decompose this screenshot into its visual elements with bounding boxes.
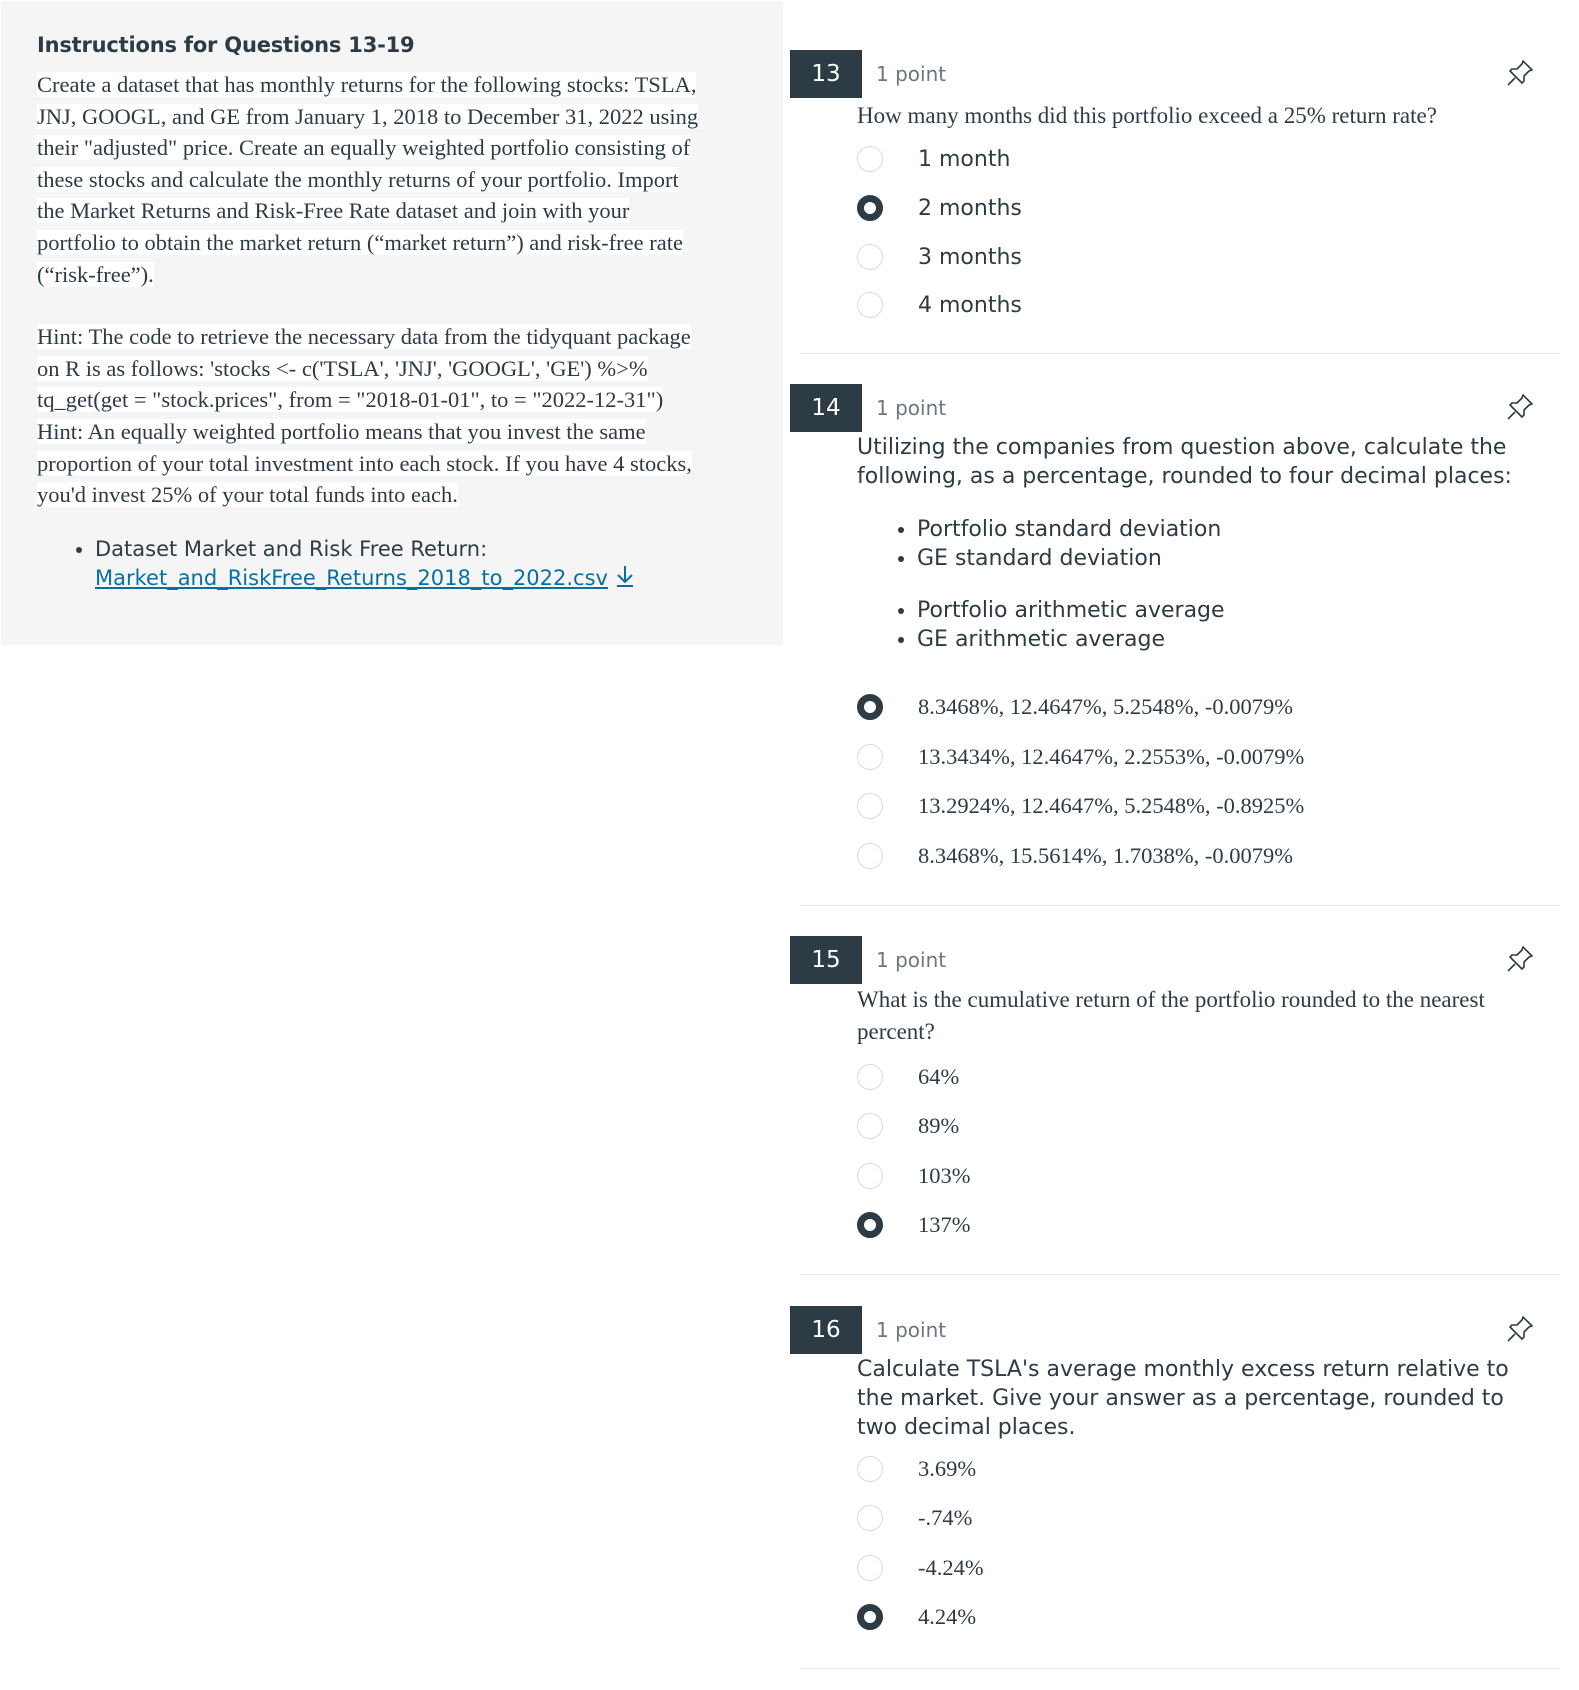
- instructions-line: (“risk-free”).: [37, 261, 154, 287]
- question-text: Calculate TSLA's average monthly excess return relative to the market. Give your answer as a percentage, rounded to two decimal places.: [857, 1357, 1509, 1440]
- hint-line: you'd invest 25% of your total funds into each.: [37, 482, 458, 508]
- radio-button-selected[interactable]: [857, 1604, 883, 1630]
- question-divider: [800, 1274, 1560, 1275]
- bullet-list: [857, 596, 1537, 654]
- question-15: [790, 936, 1560, 1236]
- radio-button-selected[interactable]: [857, 195, 883, 221]
- answer-label: 3 months: [918, 244, 1022, 270]
- pin-icon[interactable]: [1505, 58, 1535, 93]
- answer-option[interactable]: [857, 839, 1293, 873]
- answer-label: 1 month: [918, 146, 1011, 172]
- radio-button[interactable]: [857, 1505, 883, 1531]
- instructions-line: portfolio to obtain the market return (“market return”) and risk-free rate: [37, 229, 683, 255]
- answer-option[interactable]: [857, 240, 1022, 274]
- answer-label: 8.3468%, 15.5614%, 1.7038%, -0.0079%: [918, 843, 1293, 868]
- bullet-item: • Portfolio standard deviation: [917, 515, 1537, 544]
- question-text: How many months did this portfolio exceed a 25% return rate?: [857, 103, 1437, 128]
- question-points: 1 point: [876, 948, 947, 972]
- hint-paragraph: [37, 321, 747, 511]
- answer-label: 103%: [918, 1163, 971, 1188]
- dataset-download-link[interactable]: Market_and_RiskFree_Returns_2018_to_2022.csv: [95, 565, 608, 590]
- answer-option[interactable]: [857, 1208, 971, 1242]
- question-points: 1 point: [876, 1318, 947, 1342]
- question-text: [857, 433, 1537, 654]
- hint-line: proportion of your total investment into each stock. If you have 4 stocks,: [37, 450, 692, 476]
- radio-button[interactable]: [857, 244, 883, 270]
- question-divider: [800, 1668, 1560, 1669]
- radio-button[interactable]: [857, 744, 883, 770]
- answer-label: 4.24%: [918, 1604, 977, 1629]
- radio-button[interactable]: [857, 1064, 883, 1090]
- answer-option[interactable]: [857, 1060, 960, 1094]
- answer-label: 4 months: [918, 292, 1022, 318]
- pin-icon[interactable]: [1505, 1314, 1535, 1349]
- dataset-label: Dataset Market and Risk Free Return:: [95, 536, 488, 561]
- answer-option[interactable]: [857, 1551, 984, 1585]
- question-divider: [800, 905, 1560, 906]
- answer-option[interactable]: [857, 1501, 973, 1535]
- download-icon[interactable]: [614, 564, 636, 596]
- bullet-item: • GE standard deviation: [917, 544, 1537, 573]
- radio-button[interactable]: [857, 1456, 883, 1482]
- instructions-line: the Market Returns and Risk-Free Rate dataset and join with your: [37, 198, 630, 224]
- answer-option[interactable]: [857, 789, 1305, 823]
- answer-label: 3.69%: [918, 1456, 977, 1481]
- answer-label: -.74%: [918, 1505, 973, 1530]
- question-13: [790, 50, 1560, 350]
- answer-option[interactable]: [857, 1109, 960, 1143]
- answer-label: -4.24%: [918, 1555, 984, 1580]
- bullet-item: • GE arithmetic average: [917, 625, 1537, 654]
- hint-line: on R is as follows: 'stocks <- c('TSLA', 'JNJ', 'GOOGL', 'GE') %>%: [37, 355, 648, 381]
- resource-item: [95, 535, 747, 596]
- instructions-paragraph: [37, 69, 747, 290]
- answer-option[interactable]: [857, 740, 1305, 774]
- question-divider: [800, 353, 1560, 354]
- resource-list: [37, 535, 747, 596]
- instructions-line: their "adjusted" price. Create an equally weighted portfolio consisting of: [37, 135, 691, 161]
- bullet-item: • Portfolio arithmetic average: [917, 596, 1537, 625]
- answer-option[interactable]: [857, 1452, 977, 1486]
- question-text: What is the cumulative return of the portfolio rounded to the nearest percent?: [857, 987, 1485, 1044]
- hint-line: Hint: The code to retrieve the necessary data from the tidyquant package: [37, 324, 691, 350]
- radio-button[interactable]: [857, 292, 883, 318]
- radio-button-selected[interactable]: [857, 1212, 883, 1238]
- answer-label: 13.2924%, 12.4647%, 5.2548%, -0.8925%: [918, 793, 1305, 818]
- question-points: 1 point: [876, 62, 947, 86]
- radio-button[interactable]: [857, 793, 883, 819]
- instructions-line: JNJ, GOOGL, and GE from January 1, 2018 to December 31, 2022 using: [37, 103, 699, 129]
- question-number-badge: 15: [790, 936, 862, 984]
- question-number-badge: 14: [790, 384, 862, 432]
- answer-option[interactable]: [857, 690, 1293, 724]
- radio-button[interactable]: [857, 146, 883, 172]
- hint-line: Hint: An equally weighted portfolio means that you invest the same: [37, 418, 646, 444]
- answer-option[interactable]: [857, 288, 1022, 322]
- bullet-list: [857, 515, 1537, 573]
- instructions-panel: [1, 1, 783, 645]
- question-text-body: Utilizing the companies from question above, calculate the following, as a percentage, rounded to four decimal places:: [857, 435, 1512, 489]
- answer-option[interactable]: [857, 142, 1011, 176]
- answer-label: 89%: [918, 1113, 960, 1138]
- answer-label: 8.3468%, 12.4647%, 5.2548%, -0.0079%: [918, 694, 1293, 719]
- pin-icon[interactable]: [1505, 944, 1535, 979]
- question-14: [790, 384, 1560, 884]
- answer-option[interactable]: [857, 1159, 971, 1193]
- radio-button[interactable]: [857, 1555, 883, 1581]
- question-16: [790, 1306, 1560, 1676]
- instructions-line: these stocks and calculate the monthly returns of your portfolio. Import: [37, 166, 679, 192]
- instructions-title: Instructions for Questions 13-19: [37, 33, 415, 57]
- question-points: 1 point: [876, 396, 947, 420]
- question-number-badge: 16: [790, 1306, 862, 1354]
- question-number-badge: 13: [790, 50, 862, 98]
- radio-button-selected[interactable]: [857, 694, 883, 720]
- answer-label: 2 months: [918, 195, 1022, 221]
- radio-button[interactable]: [857, 1163, 883, 1189]
- answer-label: 137%: [918, 1212, 971, 1237]
- answer-label: 13.3434%, 12.4647%, 2.2553%, -0.0079%: [918, 744, 1305, 769]
- hint-line: tq_get(get = "stock.prices", from = "2018-01-01", to = "2022-12-31"): [37, 387, 664, 413]
- instructions-line: Create a dataset that has monthly returns for the following stocks: TSLA,: [37, 72, 697, 97]
- answer-label: 64%: [918, 1064, 960, 1089]
- radio-button[interactable]: [857, 1113, 883, 1139]
- answer-option[interactable]: [857, 1600, 977, 1634]
- radio-button[interactable]: [857, 843, 883, 869]
- pin-icon[interactable]: [1505, 392, 1535, 427]
- answer-option[interactable]: [857, 191, 1022, 225]
